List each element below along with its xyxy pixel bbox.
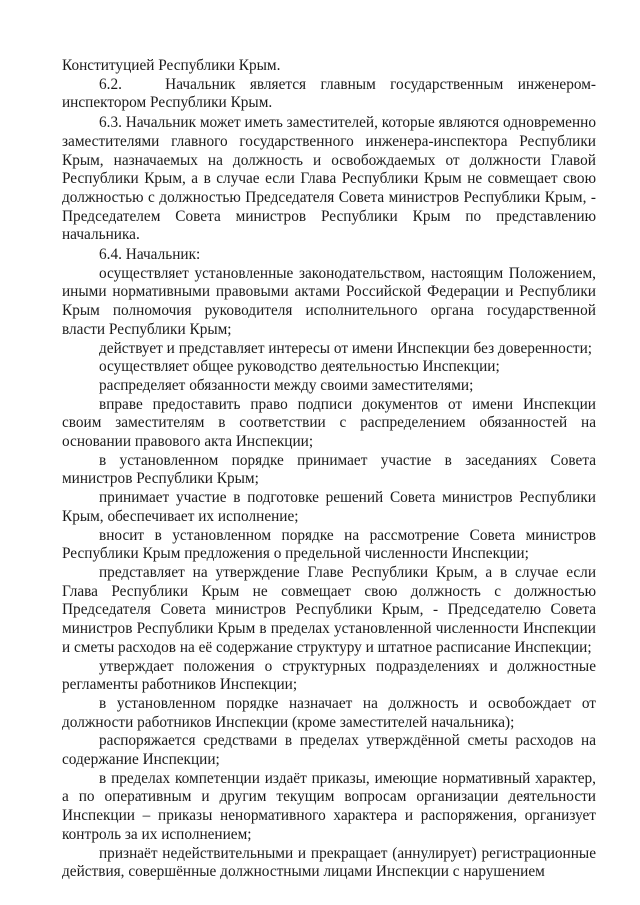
list-item-headcount-proposals: вносит в установленном порядке на рассмотрение Совета министров Республики Крым предложения о предельной численности Инспекции; (62, 526, 596, 563)
paragraph-6-3: 6.3. Начальник может иметь заместителей, которые являются одновременно заместителями главного государственного инженера-инспектора Республики Крым, назначаемых на должность и освобождаемых от должности Главой Республики Крым, а в случае если Глава Республики Крым не совмещает свою должностью с должностью Председателя Совета министров Республики Крым, - Председателем Совета министров Республики Крым по представлению начальника. (62, 114, 596, 244)
list-item-distributes-duties: распределяет обязанности между своими заместителями; (99, 376, 474, 394)
document-page (62, 57, 596, 882)
list-item-council-meetings: в установленном порядке принимает участие в заседаниях Совета министров Республики Крым; (62, 451, 596, 488)
list-item-represents: действует и представляет интересы от имени Инспекции без доверенности; (99, 339, 593, 357)
paragraph-intro-line: Конституцией Республики Крым. (62, 57, 281, 74)
list-item-structure-approval: представляет на утверждение Главе Республики Крым, а в случае если Глава Республики Крым не совмещает свою должность с должностью Председателя Совета министров Республики Крым, - Председателю Совета министров Республики Крым в пределах установленной численности Инспекции и сметы расходов на её содержание структуру и штатное расписание Инспекции; (62, 563, 596, 656)
paragraph-6-2: 6.2. Начальник является главным государственным инженером-инспектором Республики Крым. (62, 75, 596, 112)
list-item-orders: в пределах компетенции издаёт приказы, имеющие нормативный характер, а по оперативным и другим текущим вопросам организации деятельности Инспекции – приказы ненормативного характера и распоряжения, организует контроль за их исполнением; (62, 769, 596, 843)
list-item-registration-actions: признаёт недействительными и прекращает (аннулирует) регистрационные действия, совершённые должностными лицами Инспекции с нарушением (62, 844, 596, 881)
list-item-appointments: в установленном порядке назначает на должность и освобождает от должности работников Инспекции (кроме заместителей начальника); (62, 694, 596, 731)
list-item-powers: осуществляет установленные законодательством, настоящим Положением, иными нормативными правовыми актами Российской Федерации и Республики Крым полномочия руководителя исполнительного органа государственной власти Республики Крым; (62, 264, 596, 338)
paragraph-6-4-heading: 6.4. Начальник: (99, 246, 201, 264)
list-item-regulations: утверждает положения о структурных подразделениях и должностные регламенты работников Инспекции; (62, 657, 596, 694)
list-item-signature-right: вправе предоставить право подписи документов от имени Инспекции своим заместителям в соответствии с распределением обязанностей на основании правового акта Инспекции; (62, 395, 596, 451)
list-item-general-management: осуществляет общее руководство деятельностью Инспекции; (99, 358, 500, 376)
list-item-funds: распоряжается средствами в пределах утверждённой сметы расходов на содержание Инспекции; (62, 732, 596, 769)
list-item-council-decisions: принимает участие в подготовке решений Совета министров Республики Крым, обеспечивает их исполнение; (62, 489, 596, 525)
